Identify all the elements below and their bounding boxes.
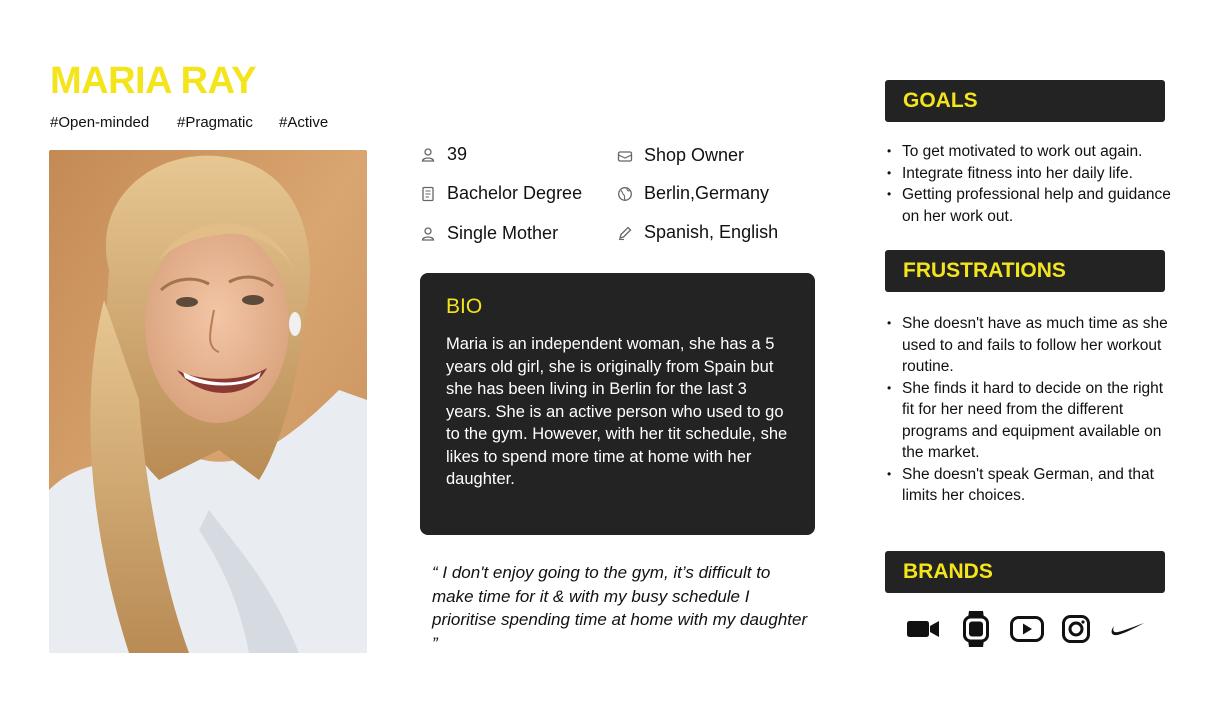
list-item: • To get motivated to work out again. (885, 141, 1185, 163)
brands-row (905, 610, 1145, 648)
info-education (420, 183, 582, 204)
list-item: • Getting professional help and guidance on her work out. (885, 184, 1185, 227)
info-family (420, 223, 558, 244)
smartwatch-icon (961, 610, 991, 648)
persona-name: MARIA RAY (50, 60, 256, 102)
bio-text: Maria is an independent woman, she has a 5 years old girl, she is originally from Spain but she has been living in Berlin for the last 3 years. She is an active person who used to go to the gym. However, with her tit schedule, she likes to spend more time at home with her daughter. (446, 335, 788, 488)
persona-photo (49, 150, 367, 653)
nike-icon (1109, 621, 1145, 637)
globe-icon (617, 186, 633, 202)
person-icon (420, 226, 436, 242)
info-languages (617, 222, 778, 243)
bio-panel (420, 273, 815, 535)
age-value: 39 (447, 144, 468, 164)
list-item: • Integrate fitness into her daily life. (885, 163, 1185, 185)
video-camera-icon (905, 619, 941, 639)
bio-title: BIO (446, 295, 483, 318)
pen-icon (617, 225, 633, 241)
person-icon (420, 147, 436, 163)
info-occupation (617, 145, 744, 166)
persona-quote: “ I don't enjoy going to the gym, it’s difficult to make time for it & with my busy schedule I prioritise spending time at home with my daughter ” (432, 563, 808, 653)
info-age (420, 144, 467, 165)
briefcase-icon (617, 148, 633, 164)
tag-active: #Active (279, 114, 329, 131)
persona-tags (50, 114, 328, 131)
brands-header: BRANDS (885, 551, 1165, 593)
occupation-value: Shop Owner (644, 145, 745, 165)
tag-pragmatic: #Pragmatic (177, 114, 253, 131)
tag-open-minded: #Open-minded (50, 114, 150, 131)
goals-list (885, 141, 1185, 227)
goals-header: GOALS (885, 80, 1165, 122)
document-icon (420, 186, 436, 202)
list-item: • She doesn't have as much time as she used to and fails to follow her workout routine. (885, 313, 1170, 378)
family-value: Single Mother (447, 223, 559, 243)
education-value: Bachelor Degree (447, 183, 583, 203)
list-item: • She finds it hard to decide on the right fit for her need from the different programs and equipment available on the market. (885, 378, 1170, 464)
instagram-icon (1061, 615, 1091, 643)
list-item: • She doesn't speak German, and that limits her choices. (885, 464, 1170, 507)
frustrations-list (885, 313, 1170, 507)
location-value: Berlin,Germany (644, 183, 770, 203)
frustrations-header: FRUSTRATIONS (885, 250, 1165, 292)
languages-value: Spanish, English (644, 222, 779, 242)
youtube-icon (1009, 616, 1045, 642)
info-location (617, 183, 769, 204)
